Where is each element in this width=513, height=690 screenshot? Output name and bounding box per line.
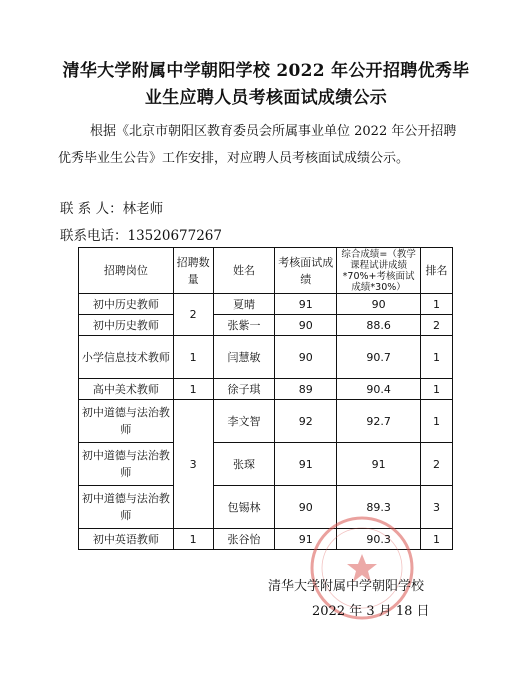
cell-composite: 88.6: [337, 315, 421, 336]
cell-quota: 3: [173, 400, 213, 529]
header-interview: 考核面试成绩: [275, 248, 337, 294]
page-title: 清华大学附属中学朝阳学校 2022 年公开招聘优秀毕业生应聘人员考核面试成绩公示: [62, 61, 470, 108]
contact-person-label: 联 系 人：: [60, 201, 123, 217]
cell-rank: 2: [421, 443, 453, 486]
cell-name: 李文智: [213, 400, 275, 443]
table-row: [79, 443, 453, 486]
table-row: [79, 400, 453, 443]
table-row: [79, 315, 453, 336]
cell-composite: 89.3: [337, 486, 421, 529]
table-header-row: [79, 248, 453, 294]
intro-paragraph: 根据《北京市朝阳区教育委员会所属事业单位 2022 年公开招聘优秀毕业生公告》工作安排，对应聘人员考核面试成绩公示。: [58, 124, 457, 166]
header-quota: 招聘数量: [173, 248, 213, 294]
table-row: [79, 294, 453, 315]
cell-rank: 2: [421, 315, 453, 336]
cell-rank: 3: [421, 486, 453, 529]
cell-interview: 91: [275, 529, 337, 550]
cell-interview: 90: [275, 486, 337, 529]
cell-rank: 1: [421, 379, 453, 400]
contact-phone-value: 13520677267: [127, 228, 222, 244]
cell-position: 初中道德与法治教师: [79, 400, 174, 443]
signature-organization: 清华大学附属中学朝阳学校: [268, 579, 425, 594]
header-position: 招聘岗位: [79, 248, 174, 294]
cell-name: 张琛: [213, 443, 275, 486]
cell-rank: 1: [421, 529, 453, 550]
cell-composite: 90: [337, 294, 421, 315]
cell-quota: 2: [173, 294, 213, 336]
cell-position: 初中道德与法治教师: [79, 486, 174, 529]
cell-quota: 1: [173, 336, 213, 379]
cell-interview: 90: [275, 315, 337, 336]
contact-person-value: 林老师: [122, 201, 164, 217]
header-rank: 排名: [421, 248, 453, 294]
cell-rank: 1: [421, 294, 453, 315]
contact-person: [60, 197, 163, 217]
cell-name: 张紫一: [213, 315, 275, 336]
cell-position: 高中美术教师: [79, 379, 174, 400]
cell-interview: 92: [275, 400, 337, 443]
cell-rank: 1: [421, 400, 453, 443]
cell-composite: 92.7: [337, 400, 421, 443]
cell-position: 初中英语教师: [79, 529, 174, 550]
score-table: [78, 247, 453, 550]
cell-interview: 91: [275, 294, 337, 315]
cell-position: 小学信息技术教师: [79, 336, 174, 379]
cell-composite: 90.7: [337, 336, 421, 379]
contact-phone: [60, 224, 222, 244]
cell-position: 初中道德与法治教师: [79, 443, 174, 486]
header-name: 姓名: [213, 248, 275, 294]
cell-name: 包锡林: [213, 486, 275, 529]
cell-name: 夏晴: [213, 294, 275, 315]
cell-composite: 90.3: [337, 529, 421, 550]
signature-date: 2022 年 3 月 18 日: [312, 604, 430, 619]
cell-interview: 89: [275, 379, 337, 400]
cell-composite: 90.4: [337, 379, 421, 400]
cell-position: 初中历史教师: [79, 315, 174, 336]
header-composite: 综合成绩=（教学课程试讲成绩*70%+考核面试成绩*30%）: [337, 248, 421, 294]
table-row: [79, 336, 453, 379]
table-row: [79, 379, 453, 400]
cell-name: 闫慧敏: [213, 336, 275, 379]
cell-name: 张谷怡: [213, 529, 275, 550]
contact-phone-label: 联系电话：: [60, 228, 128, 244]
cell-name: 徐子琪: [213, 379, 275, 400]
cell-position: 初中历史教师: [79, 294, 174, 315]
cell-quota: 1: [173, 529, 213, 550]
cell-quota: 1: [173, 379, 213, 400]
cell-composite: 91: [337, 443, 421, 486]
cell-rank: 1: [421, 336, 453, 379]
cell-interview: 90: [275, 336, 337, 379]
cell-interview: 91: [275, 443, 337, 486]
